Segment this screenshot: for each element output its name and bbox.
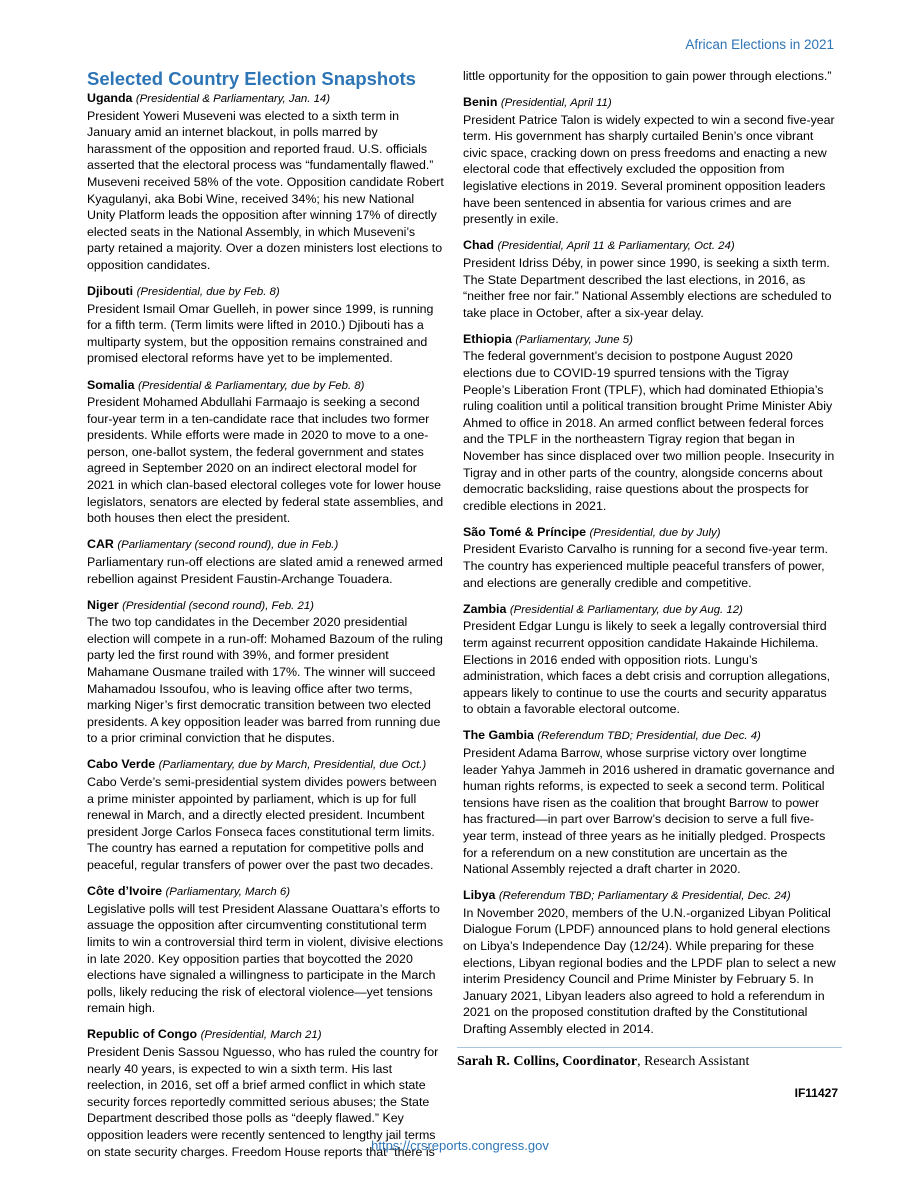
entry-body: President Denis Sassou Nguesso, who has ruled the country for nearly 40 years, is expected to win a sixth term. His last reelection, in 2016, set off a brief armed conflict in which state security forces reportedly committed serious abuses; the State Department described those polls as “deeply flawed.” Key opposition leaders were recently sentenced to lengthy jail terms on state security charges. Freedom House reports that “there is [87,1044,439,1159]
country-name: Somalia [87,377,135,392]
entry-body: The federal government’s decision to postpone August 2020 elections due to COVID-19 spurred tensions with the Tigray People’s Liberation Front (TPLF), which had dominated Ethiopia’s ruling coalition until a political transition brought Prime Minister Abiy Ahmed to office in 2018. An armed conflict between federal forces and the TPLF in the northeastern Tigray region that began in November has since displaced over two million people. Insecurity in Tigray and in other parts of the country, alongside concerns about democratic backsliding, raise questions about the prospects for credible elections in 2021. [463,349,835,513]
country-entry [463,331,836,515]
right-column [457,68,838,1133]
left-column [87,68,445,1159]
election-details: (Presidential & Parliamentary, due by Feb. 8) [137,379,365,392]
election-details: (Presidential (second round), Feb. 21) [122,599,314,612]
country-entry [87,90,445,274]
country-entry [87,883,445,1017]
election-details: (Parliamentary, March 6) [165,886,290,899]
election-details: (Presidential & Parliamentary, Jan. 14) [135,93,331,105]
election-details: (Presidential & Parliamentary, due by Aug. 12) [509,603,743,616]
country-entry [463,727,836,877]
country-name: Ethiopia [463,331,512,346]
entry-heading [463,237,836,255]
entry-body: Cabo Verde’s semi-presidential system divides powers between a prime minister appointed by parliament, which is up for full renewal in March, and a directly elected president. Incumbent president Jorge Carlos Fonseca faces constitutional term limits. The country has earned a reputation for competitive polls and peaceful, regular transfers of power over the past two decades. [87,775,437,873]
country-entry [87,377,445,527]
election-details: (Parliamentary (second round), due in Feb.) [117,539,339,552]
country-entry [87,536,445,587]
footer-url-link[interactable]: https://crsreports.congress.gov [371,1138,549,1153]
election-details: (Presidential, due by July) [589,526,721,539]
election-details: (Referendum TBD; Presidential, due Dec. 4) [537,730,761,743]
country-entry [87,283,445,367]
country-entry [87,756,445,873]
left-entries [87,90,445,1160]
entry-heading [87,536,445,554]
entry-body: President Yoweri Museveni was elected to a sixth term in January amid an internet blackout, in polls marred by harassment of the opposition and reported fraud. U.S. officials asserted that the electoral process was “fundamentally flawed.” Museveni received 58% of the vote. Opposition candidate Robert Kyagulanyi, aka Bobi Wine, received 34%; his new National Unity Platform leads the opposition after winning 17% of directly elected seats in the National Assembly, in which Museveni’s party retained a majority. Over a dozen ministers lost elections to opposition candidates. [87,108,444,272]
election-details: (Presidential, due by Feb. 8) [136,286,280,299]
country-entry [463,887,836,1037]
section-title: Selected Country Election Snapshots [87,68,416,89]
entry-body: Parliamentary run-off elections are slated amid a renewed armed rebellion against President Faustin-Archange Touadera. [87,554,443,586]
entry-body: President Ismail Omar Guelleh, in power since 1999, is running for a fifth term. (Term limits were lifted in 2010.) Djibouti has a multiparty system, but the opposition remains constrained and promised electoral reforms have yet to be implemented. [87,301,434,366]
election-details: (Parliamentary, June 5) [515,333,633,346]
country-entry [463,524,836,591]
country-name: Uganda [87,91,133,105]
country-name: Chad [463,238,494,253]
entry-heading [87,377,445,395]
running-head-title: African Elections in 2021 [685,37,834,52]
entry-heading [463,331,836,349]
election-details: (Referendum TBD; Parliamentary & Presidential, Dec. 24) [498,890,791,903]
country-name: Niger [87,597,119,612]
election-details: (Presidential, March 21) [200,1029,322,1042]
entry-heading [463,727,836,745]
coordinator-line [457,1047,842,1071]
country-name: Zambia [463,601,507,616]
election-details: (Presidential, April 11 & Parliamentary, Oct. 24) [497,240,735,253]
entry-heading [87,90,445,108]
entry-heading [463,601,836,619]
entry-body: Legislative polls will test President Alassane Ouattara’s efforts to assuage the opposition after circumventing constitutional term limits to win a controversial third term in violent, divisive elections in late 2020. Key opposition parties that boycotted the 2020 elections have signaled a willingness to participate in the March polls, likely reducing the risk of electoral violence—yet tensions remain high. [87,901,444,1016]
right-entries [463,94,836,1037]
entry-heading [463,887,836,905]
entry-body: President Adama Barrow, whose surprise victory over longtime leader Yahya Jammeh in 2016 ushered in dramatic governance and human rights reforms, is expected to seek a second term. Political tensions have risen as the coalition that brought Barrow to power has fractured—in part over Barrow’s decision to serve a full five-year term, instead of three years as he initially pledged. Prospects for a referendum on a new constitution are uncertain as the National Assembly rejected a draft charter in 2020. [463,745,835,877]
entry-body: President Edgar Lungu is likely to seek a legally controversial third term against recurrent opposition candidate Hakainde Hichilema. Elections in 2016 ended with opposition riots. Lungu’s administration, which faces a debt crisis and corruption allegations, appears likely to continue to use the courts and security apparatus to obtain a favorable electoral outcome. [463,619,831,717]
entry-body: President Mohamed Abdullahi Farmaajo is seeking a second four-year term in a ten-candidate race that includes two former presidents. While efforts were made in 2020 to move to a one-person, one-ballot system, the federal government and states agreed in September 2020 on an indirect electoral model for 2021 in which clan-based electoral colleges vote for lower house legislators, senators are elected by federal state assemblies, and both houses then elect the president. [87,395,444,526]
country-name: Cabo Verde [87,757,156,772]
country-name: CAR [87,537,114,552]
entry-body: President Idriss Déby, in power since 1990, is seeking a sixth term. The State Department described the last elections, in 2016, as “neither free nor fair.” National Assembly elections are scheduled to take place in October, after a six-year delay. [463,255,832,320]
country-name: Côte d’Ivoire [87,884,163,899]
country-entry [87,597,445,747]
entry-body: President Patrice Talon is widely expected to win a second five-year term. His government has sharply curtailed Benin’s once vibrant civic space, cracking down on press freedoms and enacting a new electoral code that effectively excluded the opposition from legislative elections in 2019. Several prominent opposition leaders have been sentenced in absentia for various crimes and are presently in exile. [463,112,835,227]
entry-heading [87,756,445,774]
entry-body: In November 2020, members of the U.N.-organized Libyan Political Dialogue Forum (LPDF) announced plans to hold general elections on Libya’s Independence Day (12/24). While preparing for these elections, Libyan regional bodies and the LPDF plan to select a new interim Presidency Council and Prime Minister by February 5. In January 2021, Libyan leaders also agreed to hold a referendum in 2021 on the proposed constitution drafted by the Constitutional Drafting Assembly elected in 2014. [463,905,836,1036]
entry-heading [87,883,445,901]
election-details: (Presidential, April 11) [500,97,612,110]
entry-heading [463,94,836,112]
coordinator-role: , Research Assistant [637,1054,750,1070]
country-entry [463,237,836,321]
country-name: São Tomé & Príncipe [463,524,587,539]
entry-body: President Evaristo Carvalho is running for a second five-year term. The country has experienced multiple peaceful transfers of power, and elections are generally credible and competitive. [463,542,828,590]
election-details: (Parliamentary, due by March, Presidential, due Oct.) [158,759,427,772]
country-name: Djibouti [87,284,134,299]
country-name: Benin [463,95,498,110]
country-name: The Gambia [463,728,534,743]
coordinator-name: Sarah R. Collins, Coordinator [457,1054,638,1070]
country-entry [463,601,836,718]
entry-heading [87,597,445,615]
report-id: IF11427 [794,1086,838,1101]
continued-text: little opportunity for the opposition to gain power through elections.” [463,69,832,83]
entry-heading [463,524,836,542]
country-name: Republic of Congo [87,1027,198,1042]
entry-heading [87,283,445,301]
country-name: Libya [463,888,496,903]
entry-heading [87,1026,445,1044]
entry-body: The two top candidates in the December 2020 presidential election will compete in a run-off: Mohamed Bazoum of the ruling party led the first round with 39%, and former president Mahamane Ousmane trailed with 17%. The winner will succeed Mahamadou Issoufou, who is leaving office after two terms, marking Niger’s first democratic transition between two elected presidents. A key opposition leader was barred from running due to a prior criminal conviction that he disputes. [87,615,443,746]
country-entry [463,94,836,228]
